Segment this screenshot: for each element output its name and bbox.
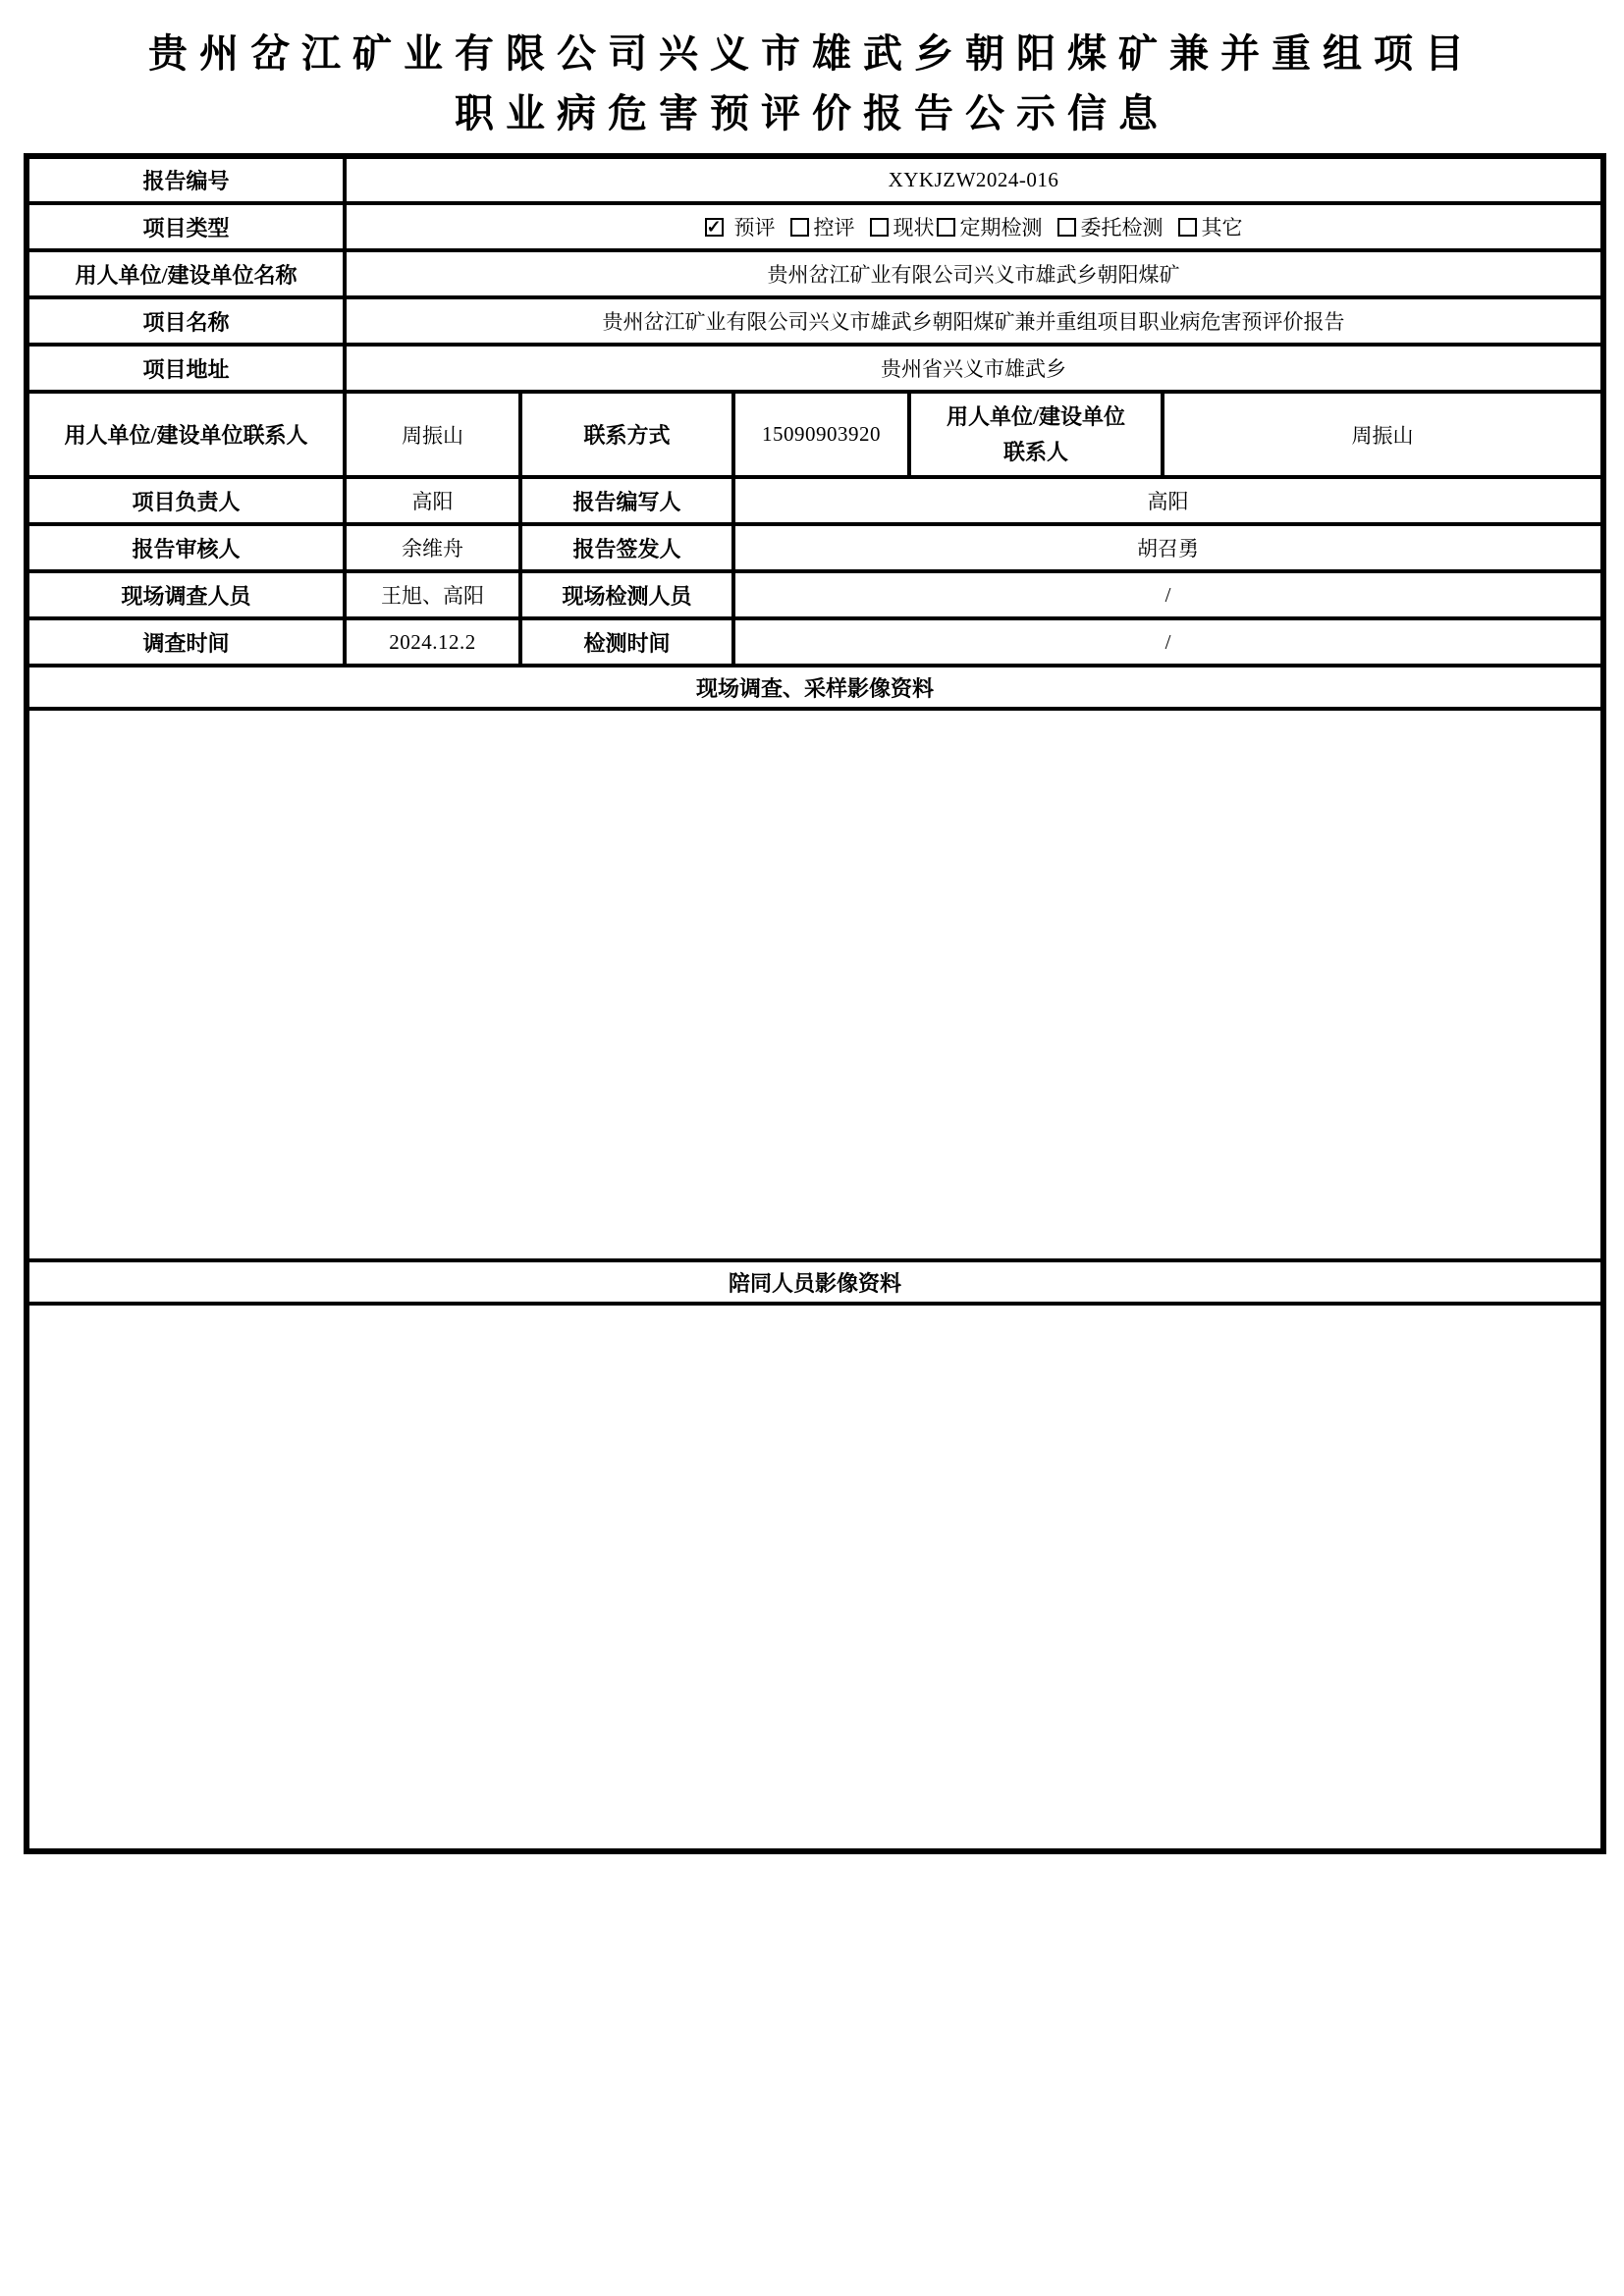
report-no-value: XYKJZW2024-016 bbox=[345, 156, 1603, 203]
table-row-project-type bbox=[27, 203, 1603, 250]
table-row-section2-area bbox=[27, 1304, 1603, 1851]
title-line-2: 职业病危害预评价报告公示信息 bbox=[455, 91, 1169, 135]
employer-contact-label: 用人单位/建设单位联系人 bbox=[27, 392, 345, 477]
testing-time-value: / bbox=[733, 618, 1603, 666]
table-row-times bbox=[27, 618, 1603, 666]
employer-name-label: 用人单位/建设单位名称 bbox=[27, 250, 345, 297]
table-row-employer-name bbox=[27, 250, 1603, 297]
employer-contact2-label-text: 用人单位/建设单位联系人 bbox=[946, 403, 1126, 464]
report-issuer-label: 报告签发人 bbox=[520, 524, 733, 571]
survey-time-value: 2024.12.2 bbox=[345, 618, 520, 666]
table-row-contacts bbox=[27, 392, 1603, 477]
table-row-project-address bbox=[27, 345, 1603, 392]
report-no-label: 报告编号 bbox=[27, 156, 345, 203]
survey-personnel-value: 王旭、高阳 bbox=[345, 571, 520, 618]
project-address-label: 项目地址 bbox=[27, 345, 345, 392]
project-type-label: 项目类型 bbox=[27, 203, 345, 250]
project-type-option-label: 控评 bbox=[813, 216, 855, 240]
survey-time-label: 调查时间 bbox=[27, 618, 345, 666]
table-row-section2-header bbox=[27, 1260, 1603, 1304]
table-row-survey-personnel bbox=[27, 571, 1603, 618]
title-line-1: 贵州岔江矿业有限公司兴义市雄武乡朝阳煤矿兼并重组项目 bbox=[148, 31, 1476, 76]
report-reviewer-value: 余维舟 bbox=[345, 524, 520, 571]
survey-personnel-label: 现场调查人员 bbox=[27, 571, 345, 618]
checkbox-unchecked-icon bbox=[870, 218, 889, 237]
table-row-report-review bbox=[27, 524, 1603, 571]
employer-contact-value: 周振山 bbox=[345, 392, 520, 477]
project-type-option-label: 现状 bbox=[893, 216, 935, 240]
project-name-value: 贵州岔江矿业有限公司兴义市雄武乡朝阳煤矿兼并重组项目职业病危害预评价报告 bbox=[345, 297, 1603, 345]
project-type-option-2 bbox=[790, 212, 855, 241]
checkbox-unchecked-icon bbox=[1057, 218, 1076, 237]
table-row-report-no bbox=[27, 156, 1603, 203]
project-type-option-label: 其它 bbox=[1201, 216, 1243, 240]
checkbox-unchecked-icon bbox=[790, 218, 809, 237]
project-type-option-label: 预评 bbox=[733, 216, 776, 240]
project-type-option-4 bbox=[937, 212, 1043, 241]
project-type-option-1 bbox=[705, 212, 776, 241]
report-writer-label: 报告编写人 bbox=[520, 477, 733, 524]
project-type-option-label: 委托检测 bbox=[1080, 216, 1164, 240]
site-survey-photos-area bbox=[27, 709, 1603, 1260]
project-type-option-5 bbox=[1057, 212, 1164, 241]
employer-contact2-label bbox=[909, 392, 1163, 477]
testing-time-label: 检测时间 bbox=[520, 618, 733, 666]
testing-personnel-value: / bbox=[733, 571, 1603, 618]
checkbox-checked-icon: ✓ bbox=[706, 217, 722, 237]
project-leader-value: 高阳 bbox=[345, 477, 520, 524]
project-type-options bbox=[351, 212, 1597, 241]
table-row-project-name bbox=[27, 297, 1603, 345]
checkbox-unchecked-icon bbox=[937, 218, 955, 237]
table-row-section1-area bbox=[27, 709, 1603, 1260]
report-writer-value: 高阳 bbox=[733, 477, 1603, 524]
accompanying-personnel-photos-header: 陪同人员影像资料 bbox=[27, 1260, 1603, 1304]
report-reviewer-label: 报告审核人 bbox=[27, 524, 345, 571]
project-leader-label: 项目负责人 bbox=[27, 477, 345, 524]
project-type-option-3 bbox=[870, 212, 935, 241]
document-title bbox=[0, 0, 1624, 143]
site-survey-photos-header: 现场调查、采样影像资料 bbox=[27, 666, 1603, 709]
table-row-project-leader bbox=[27, 477, 1603, 524]
table-row-section1-header bbox=[27, 666, 1603, 709]
employer-contact2-value: 周振山 bbox=[1163, 392, 1603, 477]
employer-name-value: 贵州岔江矿业有限公司兴义市雄武乡朝阳煤矿 bbox=[345, 250, 1603, 297]
checkbox-unchecked-icon bbox=[1178, 218, 1197, 237]
contact-method-value: 15090903920 bbox=[733, 392, 909, 477]
project-type-option-label: 定期检测 bbox=[959, 216, 1043, 240]
report-issuer-value: 胡召勇 bbox=[733, 524, 1603, 571]
accompanying-personnel-photos-area bbox=[27, 1304, 1603, 1851]
contact-method-label: 联系方式 bbox=[520, 392, 733, 477]
project-address-value: 贵州省兴义市雄武乡 bbox=[345, 345, 1603, 392]
testing-personnel-label: 现场检测人员 bbox=[520, 571, 733, 618]
project-name-label: 项目名称 bbox=[27, 297, 345, 345]
project-type-cell bbox=[345, 203, 1603, 250]
project-type-option-6 bbox=[1178, 212, 1243, 241]
report-info-table bbox=[24, 153, 1606, 1854]
